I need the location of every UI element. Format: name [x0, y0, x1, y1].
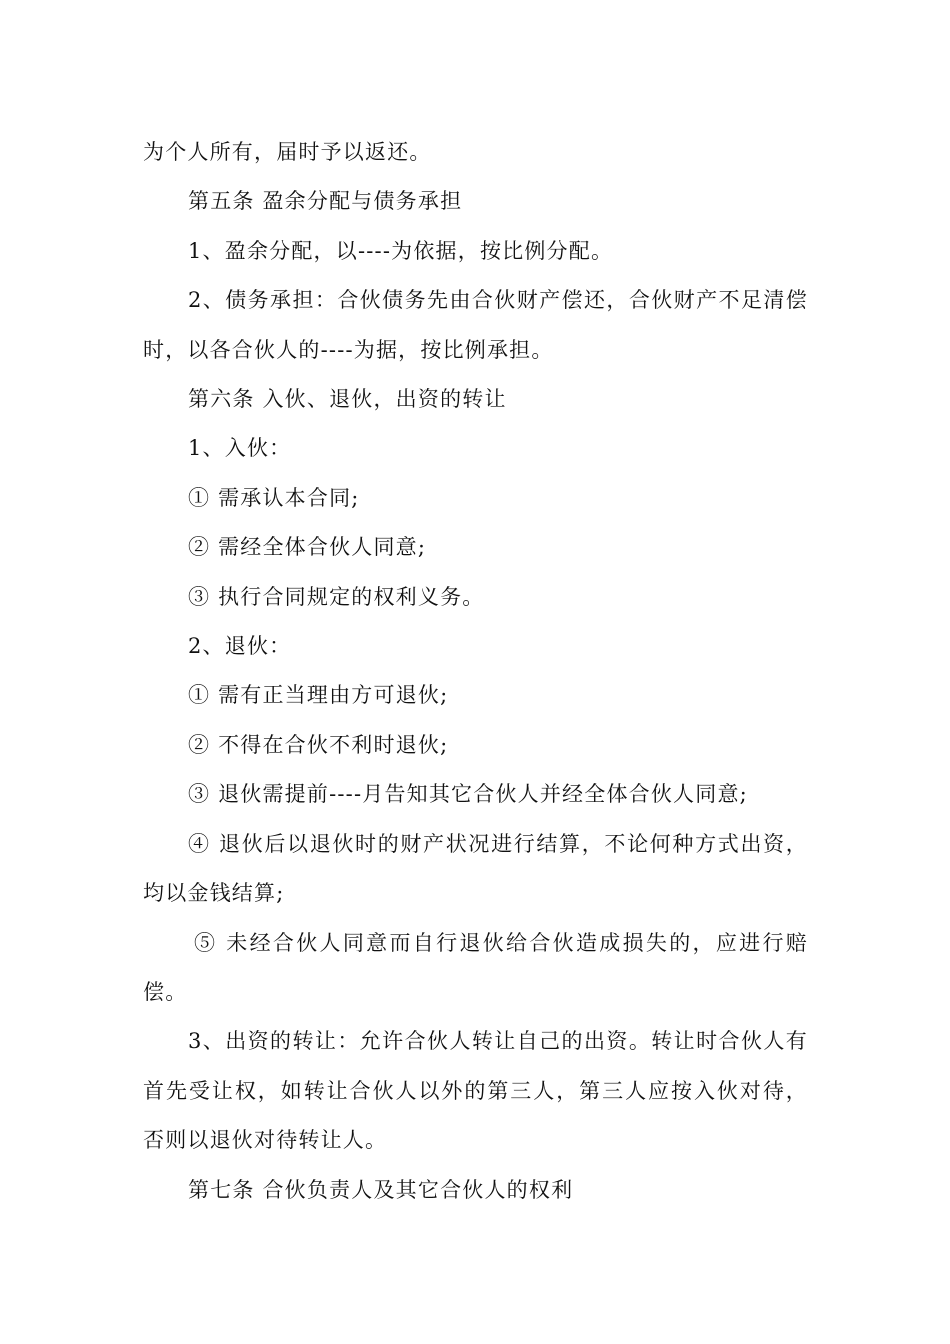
- article-6-clause-1: 1、入伙：: [188, 436, 292, 461]
- withdraw-item-3: ③ 退伙需提前----月告知其它合伙人并经全体合伙人同意;: [188, 782, 748, 807]
- article-5-clause-2: 2、债务承担：合伙债务先由合伙财产偿还，合伙财产不足清偿时，以各合伙人的----为据，按比例承担。: [143, 288, 808, 362]
- withdraw-item-5: ⑤ 未经合伙人同意而自行退伙给合伙造成损失的，应进行赔偿。: [143, 930, 808, 1004]
- join-item-2: ② 需经全体合伙人同意;: [188, 535, 427, 560]
- article-6-heading: 第六条 入伙、退伙，出资的转让: [188, 387, 507, 412]
- withdraw-item-4: ④ 退伙后以退伙时的财产状况进行结算，不论何种方式出资，均以金钱结算;: [143, 831, 808, 906]
- join-item-1: ① 需承认本合同;: [188, 485, 360, 510]
- article-7-heading: 第七条 合伙负责人及其它合伙人的权利: [188, 1177, 574, 1202]
- article-5-clause-1: 1、盈余分配，以----为依据，按比例分配。: [188, 238, 614, 263]
- document-body: [143, 128, 808, 1215]
- article-6-clause-2: 2、退伙：: [188, 634, 292, 659]
- paragraph-continuation: 为个人所有，届时予以返还。: [143, 140, 432, 164]
- article-5-heading: 第五条 盈余分配与债务承担: [188, 189, 463, 214]
- article-6-clause-3: 3、出资的转让：允许合伙人转让自己的出资。转让时合伙人有首先受让权，如转让合伙人以外的第三人，第三人应按入伙对待，否则以退伙对待转让人。: [143, 1029, 808, 1153]
- join-item-3: ③ 执行合同规定的权利义务。: [188, 584, 485, 609]
- withdraw-item-1: ① 需有正当理由方可退伙;: [188, 683, 449, 708]
- withdraw-item-2: ② 不得在合伙不利时退伙;: [188, 732, 449, 757]
